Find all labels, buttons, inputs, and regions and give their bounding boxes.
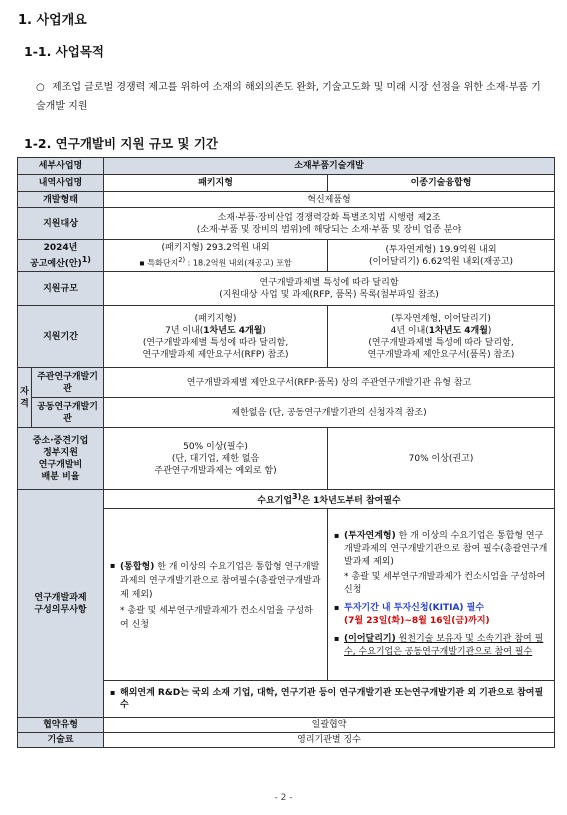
label-program: 세부사업명 [18,158,104,175]
footnote-ref-3: 3) [292,492,302,501]
ratio-label-2: 정부지원 [43,447,78,458]
row-target [18,208,555,240]
bullet-marker: ○ [36,82,45,93]
label-obligation [18,490,104,718]
budget-label-1: 2024년 [43,242,78,253]
label-lead-org: 주관연구개발기관 [32,368,104,398]
special-zone-label: 특화단지 [147,258,179,268]
kitia-requirement: 투자기간 내 투자신청(KITIA) 필수 [344,603,485,613]
label-dev-type: 개발형태 [18,192,104,208]
label-joint-org: 공동연구개발기관 [32,398,104,428]
relay-text: 원천기술 보유자 및 소속기관 참여 필수, 수요기업은 공동연구개발기관으로 참여 필수 [344,634,544,657]
value-dev-type: 혁신제품형 [104,192,555,208]
integrated-item [110,560,321,602]
period-convergence-line-4: 연구개발과제 제안요구서(품목) 참조) [367,349,515,360]
period-package-first-year: 1차년도 4개월 [203,325,263,336]
ratio-package-line-1: 50% 이상(필수) [183,441,248,452]
value-lead-org: 연구개발과제별 제안요구서(RFP·품목) 상의 주관연구개발기관 유형 참고 [104,368,555,398]
row-ratio [18,428,555,490]
row-oblig-top [18,490,555,509]
investment-item [334,530,548,569]
period-convergence [328,306,555,368]
period-package-years: 7년 이내( [165,325,204,336]
integrated-note: * 총괄 및 세부연구개발과제가 컨소시엄을 구성하여 신청 [120,605,313,630]
row-subprogram [18,175,555,192]
value-joint-org: 제한없음 (단, 공동연구개발기관의 신청자격 참조) [104,398,555,428]
subprogram-package: 패키지형 [104,175,328,192]
overseas-item [110,687,548,711]
ratio-label-3: 연구개발비 [38,459,83,470]
demand-company-rule: 은 1차년도부터 참여필수 [301,496,401,506]
budget-package-line-1: (패키지형) 293.2억원 내외 [161,242,270,253]
obligation-convergence [328,509,555,681]
square-bullet-icon: ▪ [334,634,340,643]
target-line-1: 소재·부품·장비산업 경쟁력강화 특별조치법 시행령 제2조 [217,212,441,223]
value-target [104,208,555,240]
period-package [104,306,328,368]
obligation-integrated [104,509,328,681]
label-qualification [18,368,32,428]
row-scale [18,272,555,306]
scale-line-1: 연구개발과제별 특성에 따라 달리함 [259,277,399,288]
period-package-line-3: (연구개발과제별 특성에 따라 달리함, [142,337,289,348]
square-bullet-icon: ▪ [110,560,116,570]
value-fee: 영리기관별 징수 [104,733,555,748]
label-fee: 기술료 [18,733,104,748]
obligation-demand-company [104,490,555,509]
square-bullet-icon: ▪ [110,688,116,697]
period-package-line-4: 연구개발과제 제안요구서(RFP) 참조) [142,349,289,360]
period-package-line-2 [107,325,324,337]
square-bullet-icon: ▪ [334,531,340,540]
row-dev-type [18,192,555,208]
value-scale [104,272,555,306]
qual-char-1: 자 [20,386,29,397]
scale-line-2: (지원대상 사업 및 과제(RFP, 품목) 목록(첨부파일 참조) [219,289,439,300]
integrated-type-label: (통합형) [120,561,155,572]
subsection-heading-budget: 1-2. 연구개발비 지원 규모 및 기간 [24,136,218,151]
subsection-heading-purpose: 1-1. 사업목적 [24,44,104,59]
ratio-package-line-3: 주관연구개발과제는 예외로 함) [154,465,277,476]
investment-text: 한 개 이상의 수요기업은 통합형 연구개발과제의 연구개발기관으로 참여 필수(총괄연구개발과제 제외) [344,531,548,567]
kitia-period: (7월 23일(화)~8월 16일(금)까지) [344,616,490,626]
purpose-text: 제조업 글로벌 경쟁력 제고를 위하여 소재의 해외의존도 완화, 기술고도화 및 미래 시장 선점을 위한 소재·부품 기술개발 지원 [36,82,541,112]
label-budget [18,240,104,272]
ratio-label-1: 중소·중견기업 [32,435,89,446]
period-convergence-close: ) [487,325,492,336]
period-package-close: ) [262,325,266,336]
footnote-ref-1: 1) [81,254,91,264]
special-zone-amount: : 18.2억원 내외(재공고) 포함 [185,258,292,268]
investment-type-label: (투자연계형) [344,531,396,541]
row-fee [18,733,555,748]
qual-char-2: 격 [20,398,29,409]
relay-type-label: (이어달리기) [344,634,396,644]
row-period [18,306,555,368]
subprogram-convergence: 이종기술융합형 [328,175,555,192]
purpose-paragraph [36,78,548,116]
budget-label-text: 공고예산(안) [30,258,82,269]
budget-label-2 [21,254,100,270]
value-contract: 일괄협약 [104,718,555,733]
label-ratio [18,428,104,490]
period-package-line-1: (패키지형) [194,313,237,324]
overseas-text: 해외연계 R&D는 국외 소재 기업, 대학, 연구기관 등이 연구개발기관 또는연구개발기관 외 기관으로 참여필수 [120,688,544,710]
obligation-overseas [104,681,555,718]
square-bullet-icon: ▪ [334,603,340,612]
label-period: 지원기간 [18,306,104,368]
ratio-convergence: 70% 이상(권고) [328,428,555,490]
row-qual-joint [18,398,555,428]
support-table [17,157,555,748]
page-number: - 2 - [274,793,293,803]
budget-package-line-2 [107,254,324,270]
footnote-ref-2: 2) [178,255,186,264]
period-convergence-years: 4년 이내( [390,325,429,336]
period-convergence-line-3: (연구개발과제별 특성에 따라 달리함, [368,337,514,348]
target-line-2: (소재·부품 및 장비의 범위)에 해당되는 소재·부품 및 장비 업종 분야 [196,224,462,235]
section-heading: 1. 사업개요 [18,13,87,28]
square-bullet-icon: ▪ [139,258,145,268]
kitia-item [334,602,548,628]
budget-convergence-line-1: (투자연계형) 19.9억원 내외 [385,244,497,255]
relay-item [334,633,548,659]
obligation-label-1: 연구개발과제 [34,592,87,603]
label-contract: 협약유형 [18,718,104,733]
budget-convergence-line-2: (이어달리기) 6.62억원 내외(재공고) [368,256,514,267]
budget-package [104,240,328,272]
row-qual-lead [18,368,555,398]
period-convergence-line-2 [331,325,551,337]
label-scale: 지원규모 [18,272,104,306]
ratio-package [104,428,328,490]
period-convergence-first-year: 1차년도 4개월 [428,325,488,336]
label-subprogram: 내역사업명 [18,175,104,192]
demand-company-label: 수요기업 [257,496,293,506]
label-target: 지원대상 [18,208,104,240]
period-convergence-line-1: (투자연계형, 이어달리기) [391,313,491,324]
investment-note: * 총괄 및 세부연구개발과제가 컨소시엄을 구성하여 신청 [344,572,546,595]
value-program: 소재부품기술개발 [104,158,555,175]
ratio-package-line-2: (단, 대기업, 제한 없음 [171,453,260,464]
row-program [18,158,555,175]
obligation-label-2: 구성의무사항 [34,604,87,615]
row-budget [18,240,555,272]
budget-convergence [328,240,555,272]
integrated-text: 한 개 이상의 수요기업은 통합형 연구개발과제의 연구개발기관으로 참여필수(총괄연구개발과제 제외) [120,561,321,600]
ratio-label-4: 배분 비율 [41,471,80,482]
row-contract [18,718,555,733]
